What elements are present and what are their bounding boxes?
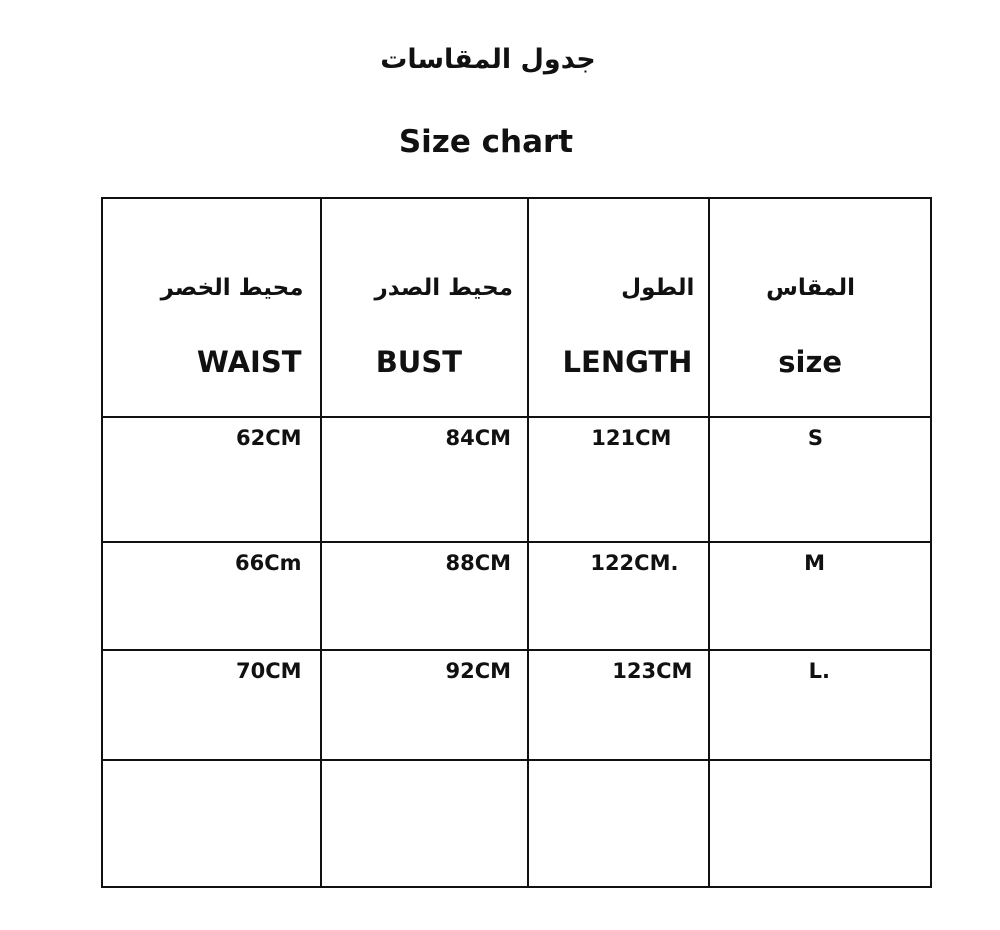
cell-value: 66Cm <box>234 551 302 575</box>
header-length <box>528 198 709 417</box>
cell-empty <box>321 760 529 887</box>
page-title-english: Size chart <box>398 124 574 160</box>
table-row <box>102 542 931 650</box>
table-row <box>102 417 931 542</box>
cell-size <box>709 650 931 760</box>
cell-empty <box>709 760 931 887</box>
cell-bust <box>321 650 529 760</box>
cell-value: S <box>807 426 823 450</box>
size-table <box>101 197 932 888</box>
cell-value: 121CM <box>591 426 672 450</box>
table-header-row <box>102 198 931 417</box>
cell-length <box>528 417 709 542</box>
cell-value: 92CM <box>445 659 512 683</box>
cell-waist <box>102 542 321 650</box>
header-length-arabic: الطول <box>621 275 695 301</box>
cell-empty <box>102 760 321 887</box>
cell-waist <box>102 650 321 760</box>
header-size-english: size <box>778 345 842 379</box>
cell-waist <box>102 417 321 542</box>
cell-length <box>528 542 709 650</box>
cell-empty <box>528 760 709 887</box>
cell-value: 88CM <box>445 551 512 575</box>
cell-value: 84CM <box>445 426 512 450</box>
cell-value: 62CM <box>235 426 302 450</box>
table-row-empty <box>102 760 931 887</box>
header-waist <box>102 198 321 417</box>
cell-size <box>709 417 931 542</box>
cell-length <box>528 650 709 760</box>
cell-size <box>709 542 931 650</box>
header-size <box>709 198 931 417</box>
cell-value: 123CM <box>612 659 693 683</box>
header-bust-english: BUST <box>375 345 463 379</box>
table-row <box>102 650 931 760</box>
header-waist-arabic: محيط الخصر <box>160 275 304 301</box>
cell-value: 70CM <box>235 659 302 683</box>
header-size-arabic: المقاس <box>766 275 855 301</box>
header-waist-english: WAIST <box>196 345 302 379</box>
cell-bust <box>321 542 529 650</box>
cell-value: L. <box>808 659 830 683</box>
header-length-english: LENGTH <box>562 345 693 379</box>
cell-bust <box>321 417 529 542</box>
cell-value: 122CM. <box>590 551 679 575</box>
cell-value: M <box>804 551 825 575</box>
page-title-arabic: جدول المقاسات <box>380 44 596 75</box>
header-bust-arabic: محيط الصدر <box>374 275 514 301</box>
header-bust <box>321 198 529 417</box>
